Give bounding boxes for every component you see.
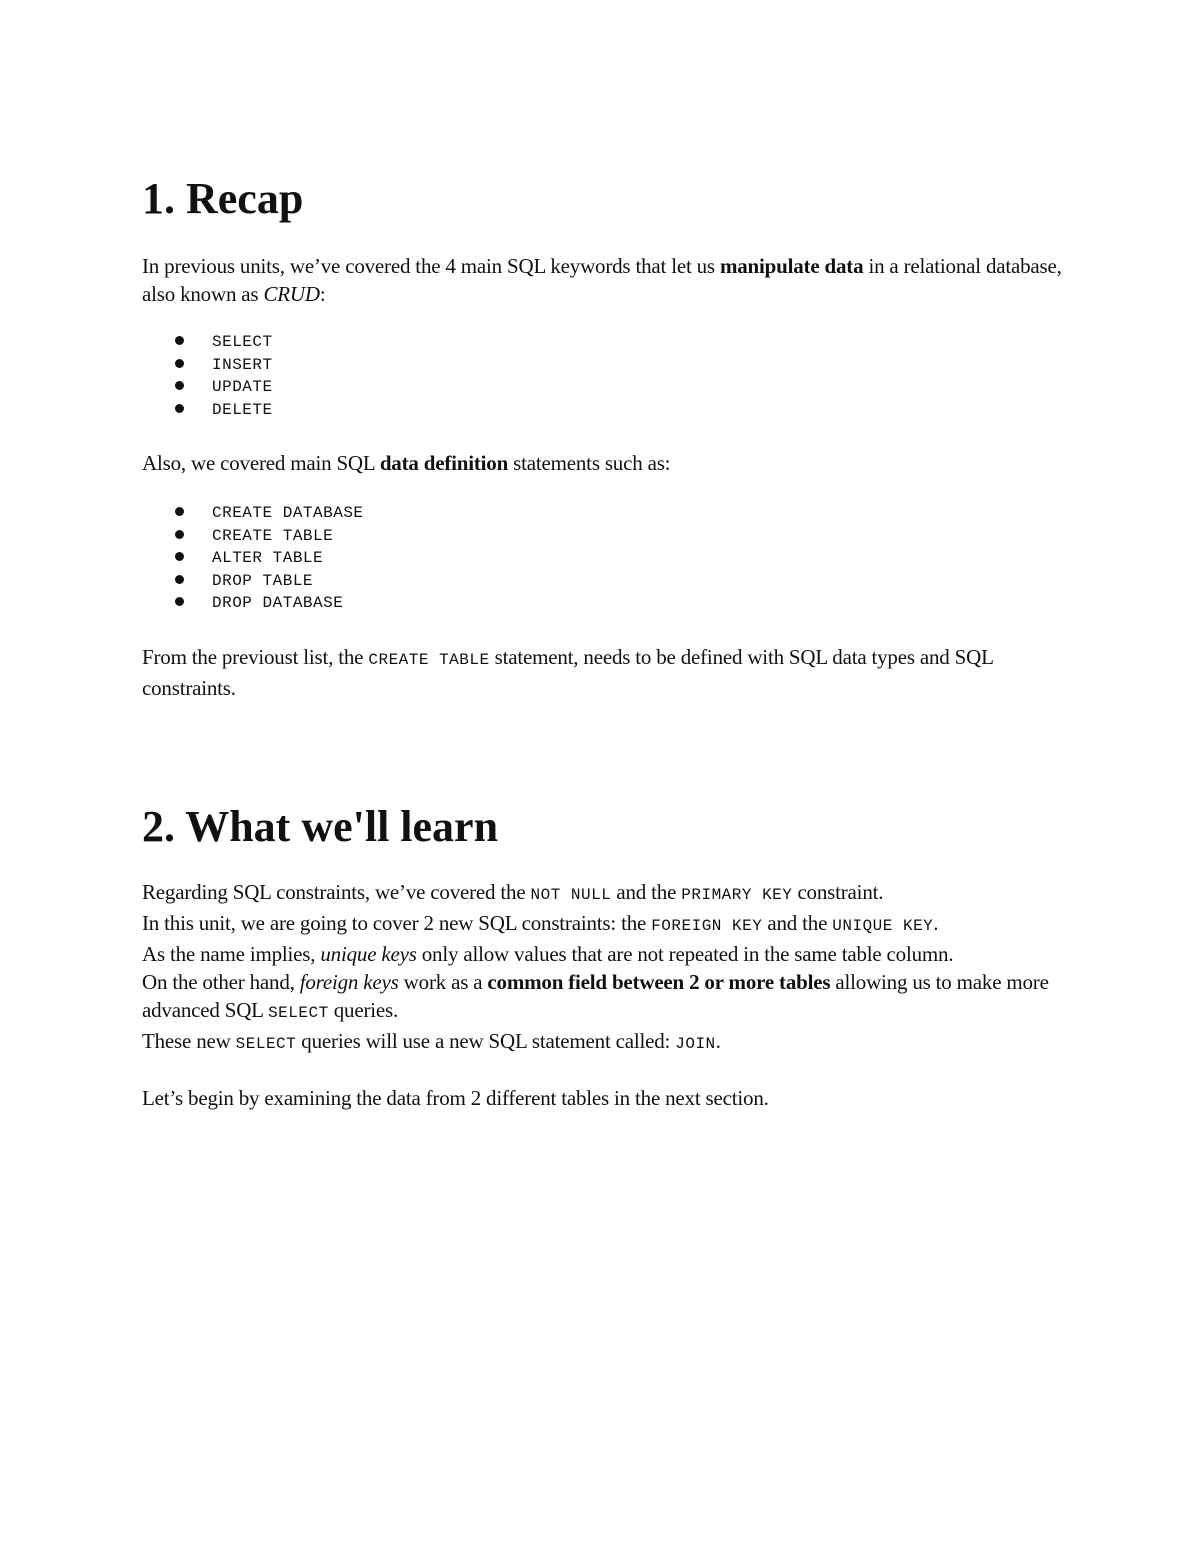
p5-text-2: queries will use a new SQL statement called: bbox=[296, 1029, 676, 1053]
bullet-icon bbox=[175, 575, 184, 584]
list-item bbox=[174, 592, 364, 615]
list-item bbox=[174, 354, 273, 377]
p1-text-1: Regarding SQL constraints, we’ve covered the bbox=[142, 880, 531, 904]
p2-text-2: and the bbox=[762, 911, 833, 935]
p1-text-2: and the bbox=[611, 880, 682, 904]
bullet-icon bbox=[175, 404, 184, 413]
bullet-icon bbox=[175, 381, 184, 390]
keyword-update: UPDATE bbox=[212, 378, 273, 396]
list-item bbox=[174, 331, 273, 354]
bullet-icon bbox=[175, 359, 184, 368]
learn-paragraph-next-section: Let’s begin by examining the data from 2 different tables in the next section. bbox=[142, 1086, 769, 1110]
learn-paragraph-unique-keys bbox=[142, 940, 1062, 968]
keyword-select: SELECT bbox=[212, 333, 273, 351]
ddl-bold-data-definition: data definition bbox=[379, 451, 509, 475]
list-item bbox=[174, 570, 364, 593]
code-primary-key: PRIMARY KEY bbox=[681, 886, 793, 904]
p4-text-2: work as a bbox=[398, 970, 488, 994]
intro-text-1: In previous units, we’ve covered the 4 main SQL keywords that let us bbox=[142, 254, 720, 278]
learn-paragraph-constraints bbox=[142, 878, 1062, 909]
intro-text-3: : bbox=[319, 282, 326, 306]
closing-text-2: statement, needs to be defined with SQL data types and SQL constraints. bbox=[142, 645, 993, 700]
p4-text-1: On the other hand, bbox=[142, 970, 300, 994]
code-not-null: NOT NULL bbox=[530, 886, 612, 904]
list-item bbox=[174, 502, 364, 525]
intro-bold-manipulate-data: manipulate data bbox=[719, 254, 864, 278]
code-foreign-key: FOREIGN KEY bbox=[651, 917, 763, 935]
statement-create-table: CREATE TABLE bbox=[212, 526, 334, 545]
statement-drop-database: DROP DATABASE bbox=[212, 594, 344, 612]
keyword-insert: INSERT bbox=[212, 355, 273, 374]
bold-common-field: common field between 2 or more tables bbox=[487, 970, 831, 994]
list-item bbox=[174, 376, 273, 399]
p2-text-3: . bbox=[933, 911, 939, 935]
learn-paragraph-new-constraints bbox=[142, 909, 1062, 940]
learn-paragraphs bbox=[142, 878, 1062, 1112]
italic-unique-keys: unique keys bbox=[320, 942, 417, 966]
p5-text-3: . bbox=[715, 1029, 721, 1053]
statement-drop-table: DROP TABLE bbox=[212, 571, 314, 590]
p1-text-3: constraint. bbox=[792, 880, 884, 904]
learn-paragraph-foreign-keys bbox=[142, 968, 1062, 1027]
code-select: SELECT bbox=[235, 1035, 297, 1053]
learn-paragraph-join bbox=[142, 1027, 1062, 1058]
section-heading-what-well-learn: 2. What we'll learn bbox=[142, 802, 499, 851]
p4-text-3: allowing us to make more advanced SQL bbox=[142, 970, 1049, 1022]
code-join: JOIN bbox=[675, 1035, 716, 1053]
list-item bbox=[174, 525, 364, 548]
recap-intro-paragraph bbox=[142, 252, 1062, 308]
keyword-delete: DELETE bbox=[212, 400, 273, 419]
statement-create-database: CREATE DATABASE bbox=[212, 504, 364, 522]
list-item bbox=[174, 399, 273, 422]
intro-text-2: in a relational database, also known as bbox=[142, 254, 1062, 306]
ddl-text-1: Also, we covered main SQL bbox=[142, 451, 380, 475]
bullet-icon bbox=[175, 597, 184, 606]
crud-keyword-list bbox=[174, 331, 273, 421]
code-create-table: CREATE TABLE bbox=[368, 651, 490, 669]
p5-text-1: These new bbox=[142, 1029, 236, 1053]
italic-foreign-keys: foreign keys bbox=[299, 970, 399, 994]
recap-closing-paragraph bbox=[142, 643, 1062, 702]
ddl-statement-list bbox=[174, 502, 364, 615]
statement-alter-table: ALTER TABLE bbox=[212, 549, 324, 567]
intro-italic-crud: CRUD bbox=[263, 282, 320, 306]
code-unique-key: UNIQUE KEY bbox=[832, 917, 934, 935]
bullet-icon bbox=[175, 530, 184, 539]
p2-text-1: In this unit, we are going to cover 2 new SQL constraints: the bbox=[142, 911, 652, 935]
code-select: SELECT bbox=[268, 1004, 329, 1022]
bullet-icon bbox=[175, 507, 184, 516]
closing-text-1: From the previoust list, the bbox=[142, 645, 369, 669]
p4-text-4: queries. bbox=[328, 998, 399, 1022]
ddl-text-2: statements such as: bbox=[508, 451, 671, 475]
p3-text-1: As the name implies, bbox=[142, 942, 321, 966]
bullet-icon bbox=[175, 552, 184, 561]
p3-text-2: only allow values that are not repeated in the same table column. bbox=[416, 942, 954, 966]
ddl-intro-paragraph bbox=[142, 449, 1062, 477]
list-item bbox=[174, 547, 364, 570]
section-heading-recap: 1. Recap bbox=[142, 174, 304, 223]
bullet-icon bbox=[175, 336, 184, 345]
